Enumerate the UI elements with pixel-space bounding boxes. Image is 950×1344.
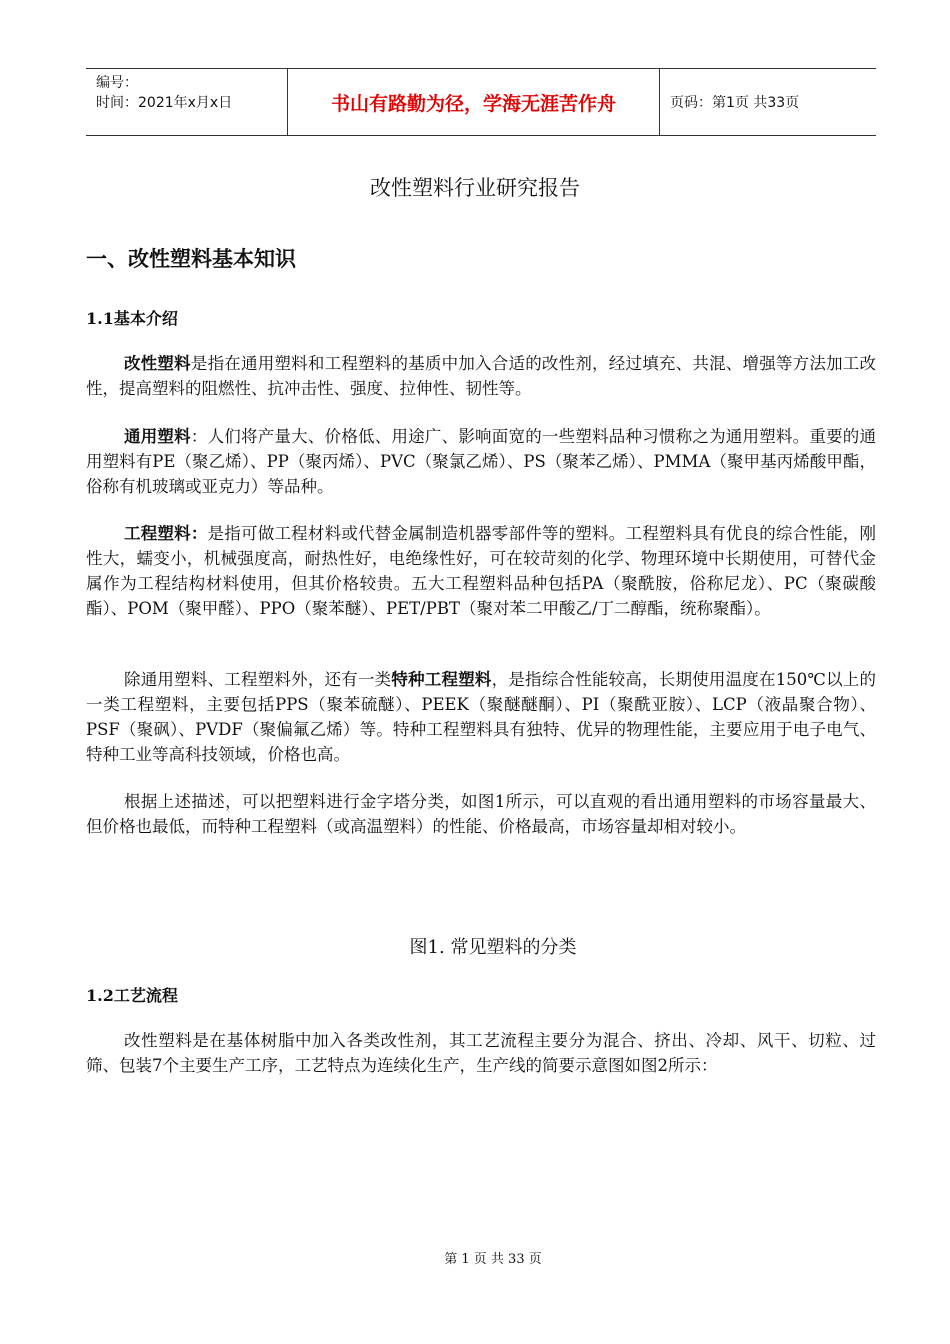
page-footer: 第 1 页 共 33 页 [444, 1252, 542, 1267]
paragraph-text: 是指可做工程材料或代替金属制造机器零部件等的塑料。工程塑料具有优良的综合性能，刚性大，蠕变小，机械强度高，耐热性好，电绝缘性好，可在较苛刻的化学、物理环境中长期使用，可替代金属作为工程结构材料使用，但其价格较贵。五大工程塑料品种包括PA（聚酰胺，俗称尼龙）、PC（聚碳酸酯）、POM（聚甲醛）、PPO（聚苯醚）、PET/PBT（聚对苯二甲酸乙/丁二醇酯，统称聚酯）。 [86, 524, 877, 618]
doc-number-label: 编号： [96, 75, 138, 91]
paragraph-engineering-plastics [86, 521, 876, 621]
paragraph-text: 改性塑料是在基体树脂中加入各类改性剂，其工艺流程主要分为混合、挤出、冷却、风干、切粒、过筛、包装7个主要生产工序，工艺特点为连续化生产，生产线的简要示意图如图2所示： [86, 1031, 876, 1075]
section-heading: 一、改性塑料基本知识 [86, 247, 296, 271]
subsection-heading-basic: 1.1基本介绍 [86, 309, 178, 328]
page-header [86, 68, 876, 136]
header-meta [86, 69, 288, 135]
doc-time-label: 时间：2021年x月x日 [96, 95, 233, 111]
term-special-plastics: 特种工程塑料 [391, 670, 492, 689]
paragraph-process [86, 1028, 876, 1078]
paragraph-text: 除通用塑料、工程塑料外，还有一类 [124, 670, 392, 689]
paragraph-text: ：人们将产量大、价格低、用途广、影响面宽的一些塑料品种习惯称之为通用塑料。重要的通用塑料有PE（聚乙烯）、PP（聚丙烯）、PVC（聚氯乙烯）、PS（聚苯乙烯）、PMMA（聚甲基丙烯酸甲酯，俗称有机玻璃或亚克力）等品种。 [86, 427, 877, 496]
paragraph-pyramid [86, 789, 876, 839]
term-general-plastics: 通用塑料 [124, 427, 191, 446]
term-engineering-plastics: 工程塑料： [124, 524, 208, 543]
subsection-heading-process: 1.2工艺流程 [86, 986, 178, 1005]
paragraph-special-plastics [86, 667, 876, 767]
paragraph-text: 根据上述描述，可以把塑料进行金字塔分类，如图1所示，可以直观的看出通用塑料的市场容量最大、但价格也最低，而特种工程塑料（或高温塑料）的性能、价格最高，市场容量却相对较小。 [86, 792, 876, 836]
header-page-info: 页码：第1页 共33页 [670, 95, 800, 111]
term-modified-plastics: 改性塑料 [124, 354, 191, 373]
figure-caption: 图1. 常见塑料的分类 [409, 937, 577, 958]
paragraph-modified-plastics [86, 351, 876, 401]
paragraph-general-plastics [86, 424, 876, 499]
paragraph-text: 是指在通用塑料和工程塑料的基质中加入合适的改性剂，经过填充、共混、增强等方法加工改性，提高塑料的阻燃性、抗冲击性、强度、拉伸性、韧性等。 [86, 354, 877, 398]
paragraph-text: ，是指综合性能较高，长期使用温度在150℃以上的一类工程塑料，主要包括PPS（聚苯硫醚）、PEEK（聚醚醚酮）、PI（聚酰亚胺）、LCP（液晶聚合物）、PSF（聚砜）、PVDF（聚偏氟乙烯）等。特种工程塑料具有独特、优异的物理性能，主要应用于电子电气、特种工业等高科技领域，价格也高。 [86, 670, 877, 764]
document-title: 改性塑料行业研究报告 [370, 176, 580, 200]
header-motto: 书山有路勤为径，学海无涯苦作舟 [288, 69, 660, 135]
